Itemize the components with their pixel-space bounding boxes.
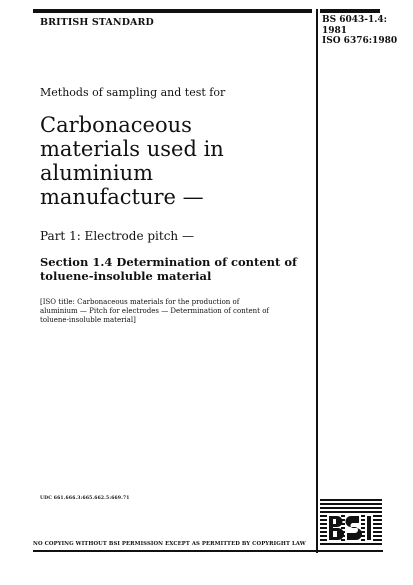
- section-title-line: Section 1.4 Determination of content of: [40, 255, 297, 269]
- top-rule-right: [320, 9, 380, 13]
- main-title-line: Carbonaceous: [40, 113, 192, 137]
- main-title-line: aluminium: [40, 161, 154, 185]
- title-lead: Methods of sampling and test for: [40, 86, 226, 99]
- standard-number-line: ISO 6376:1980: [322, 36, 398, 46]
- iso-title-line: aluminium — Pitch for electrodes — Determination of content of: [40, 307, 270, 315]
- standard-number-block: [322, 15, 397, 47]
- section-title-line: toluene-insoluble material: [40, 269, 212, 283]
- copyright-notice: NO COPYING WITHOUT BSI PERMISSION EXCEPT AS PERMITTED BY COPYRIGHT LAW: [33, 541, 306, 547]
- section-title: [40, 255, 315, 283]
- iso-title-line: [ISO title: Carbonaceous materials for the production of: [40, 298, 240, 306]
- vertical-divider: [316, 9, 318, 553]
- main-title-line: manufacture —: [40, 185, 204, 209]
- main-title-line: materials used in: [40, 137, 224, 161]
- standard-number-line: BS 6043-1.4:: [322, 15, 388, 25]
- udc-code: UDC 661.666.3:665.662.5:669.71: [40, 496, 130, 501]
- main-title: [40, 113, 310, 209]
- part-title: Part 1: Electrode pitch —: [40, 229, 194, 243]
- bottom-rule: [33, 550, 383, 552]
- bsi-logo-icon: [320, 499, 382, 545]
- brand-heading: BRITISH STANDARD: [40, 17, 154, 28]
- standard-number-line: 1981: [322, 25, 348, 36]
- iso-title-line: toluene-insoluble material]: [40, 316, 136, 324]
- top-rule: [33, 9, 312, 13]
- iso-title-note: [40, 298, 315, 325]
